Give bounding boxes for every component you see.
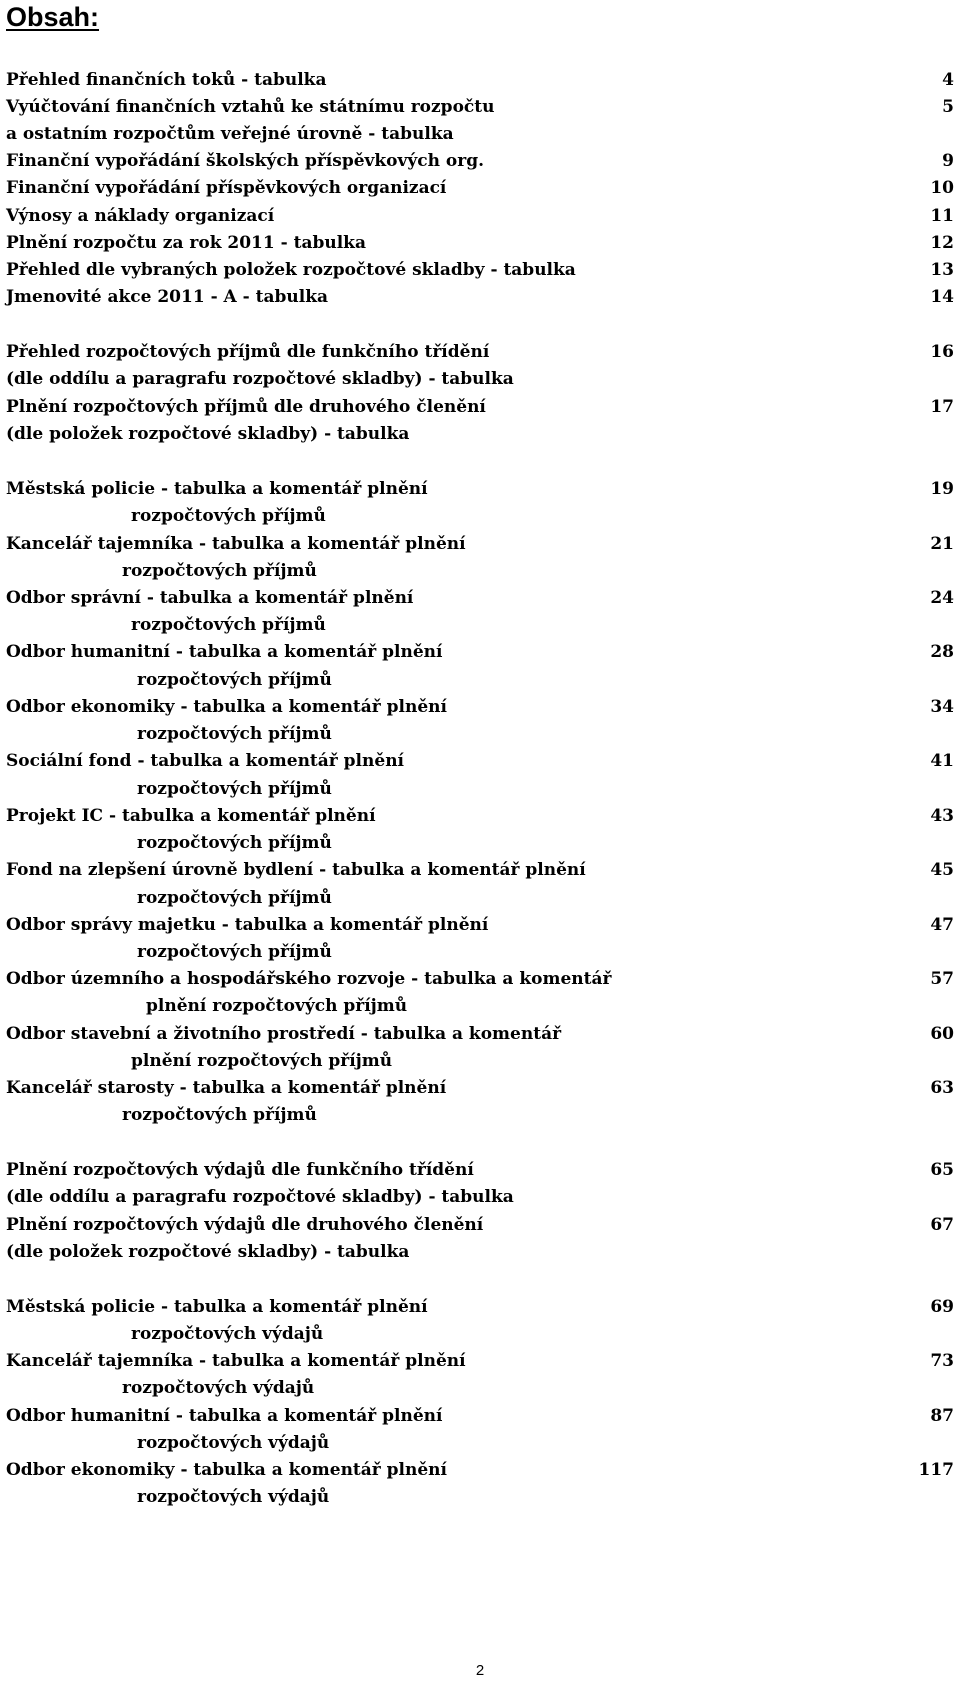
toc-entry-title: Plnění rozpočtových výdajů dle druhového členění — [6, 1215, 484, 1235]
toc-entry-title: rozpočtových příjmů — [131, 615, 326, 635]
toc-entry-title: Plnění rozpočtu za rok 2011 - tabulka — [6, 233, 366, 253]
toc-entry — [6, 830, 954, 857]
toc-entry-title: Sociální fond - tabulka a komentář plnění — [6, 751, 405, 771]
toc-entry — [6, 1484, 954, 1511]
toc-entry-title: rozpočtových výdajů — [137, 1487, 330, 1507]
toc-entry-page: 47 — [930, 915, 954, 935]
toc-entry — [6, 585, 954, 612]
toc-entry — [6, 1403, 954, 1430]
toc-entry-page: 24 — [930, 588, 954, 608]
toc-entry-page: 67 — [930, 1215, 954, 1235]
toc-entry-page: 60 — [930, 1024, 954, 1044]
toc-entry — [6, 1184, 954, 1211]
toc-entry-title: a ostatním rozpočtům veřejné úrovně - tabulka — [6, 124, 454, 144]
toc-entry-title: Odbor humanitní - tabulka a komentář plnění — [6, 1406, 443, 1426]
toc-entry-title: rozpočtových příjmů — [137, 942, 332, 962]
page-title: Obsah: — [6, 2, 100, 32]
toc-entry-page: 12 — [930, 233, 954, 253]
toc-entry-page: 11 — [930, 206, 954, 226]
toc-entry — [6, 667, 954, 694]
toc-entry-title: Městská policie - tabulka a komentář plnění — [6, 1297, 428, 1317]
toc-entry-title: Finanční vypořádání příspěvkových organizací — [6, 178, 447, 198]
toc-entry — [6, 1075, 954, 1102]
toc-entry-title: plnění rozpočtových příjmů — [146, 996, 408, 1016]
toc-entry-title: rozpočtových příjmů — [131, 506, 326, 526]
toc-entry-title: Odbor ekonomiky - tabulka a komentář plnění — [6, 1460, 448, 1480]
toc-entry — [6, 694, 954, 721]
toc-entry-title: rozpočtových příjmů — [137, 888, 332, 908]
toc-entry-title: Městská policie - tabulka a komentář plnění — [6, 479, 428, 499]
toc-entry-title: (dle oddílu a paragrafu rozpočtové skladby) - tabulka — [6, 369, 514, 389]
toc-entry-page: 43 — [930, 806, 954, 826]
toc-entry — [6, 503, 954, 530]
toc-entry-title: Přehled dle vybraných položek rozpočtové skladby - tabulka — [6, 260, 576, 280]
toc-entry — [6, 1348, 954, 1375]
toc-entry-page: 28 — [930, 642, 954, 662]
toc-entry — [6, 1021, 954, 1048]
toc-entry-title: rozpočtových výdajů — [131, 1324, 324, 1344]
toc-entry-title: Přehled rozpočtových příjmů dle funkčního třídění — [6, 342, 490, 362]
toc-entry — [6, 1457, 954, 1484]
toc-entry-page: 13 — [930, 260, 954, 280]
toc-entry-title: Výnosy a náklady organizací — [6, 206, 275, 226]
toc-entry — [6, 803, 954, 830]
toc-entry-title: rozpočtových příjmů — [137, 670, 332, 690]
toc-entry-title: plnění rozpočtových příjmů — [131, 1051, 393, 1071]
toc-entry — [6, 1102, 954, 1129]
toc-entry-page: 45 — [930, 860, 954, 880]
toc-entry — [6, 993, 954, 1020]
toc-entry-title: Kancelář tajemníka - tabulka a komentář plnění — [6, 1351, 466, 1371]
toc-entry — [6, 175, 954, 202]
toc-entry-page: 41 — [930, 751, 954, 771]
toc-entry-title: Odbor stavební a životního prostředí - tabulka a komentář — [6, 1024, 562, 1044]
toc-entry — [6, 394, 954, 421]
toc-entry-page: 4 — [942, 70, 954, 90]
toc-entry-title: rozpočtových příjmů — [122, 1105, 317, 1125]
toc-entry — [6, 257, 954, 284]
toc-entry — [6, 776, 954, 803]
toc-entry-page: 16 — [930, 342, 954, 362]
toc-entry — [6, 612, 954, 639]
toc-entry-page: 63 — [930, 1078, 954, 1098]
toc-entry-title: Plnění rozpočtových výdajů dle funkčního třídění — [6, 1160, 474, 1180]
toc-entry-title: Plnění rozpočtových příjmů dle druhového členění — [6, 397, 486, 417]
toc-entry-page: 69 — [930, 1297, 954, 1317]
toc-entry-page: 73 — [930, 1351, 954, 1371]
toc-entry-title: rozpočtových výdajů — [137, 1433, 330, 1453]
toc-entry-page: 34 — [930, 697, 954, 717]
toc-entry — [6, 1375, 954, 1402]
toc-entry-title: Jmenovité akce 2011 - A - tabulka — [6, 287, 329, 307]
toc-entry-page: 57 — [930, 969, 954, 989]
toc-entry — [6, 912, 954, 939]
toc-entry — [6, 366, 954, 393]
toc-entry-title: Finanční vypořádání školských příspěvkových org. — [6, 151, 485, 171]
toc-entry-title: Kancelář tajemníka - tabulka a komentář plnění — [6, 534, 466, 554]
toc-entry-title: Kancelář starosty - tabulka a komentář plnění — [6, 1078, 447, 1098]
toc-entry — [6, 748, 954, 775]
toc-entry — [6, 1157, 954, 1184]
toc-entry — [6, 230, 954, 257]
toc-entry-page: 21 — [930, 534, 954, 554]
page-number: 2 — [475, 1662, 485, 1679]
toc-entry-page: 117 — [918, 1460, 954, 1480]
toc-entry — [6, 1430, 954, 1457]
toc-entry — [6, 148, 954, 175]
toc-entry — [6, 1212, 954, 1239]
toc-entry — [6, 558, 954, 585]
toc-entry-page: 14 — [930, 287, 954, 307]
toc-entry-page: 19 — [930, 479, 954, 499]
toc-entry-title: rozpočtových výdajů — [122, 1378, 315, 1398]
toc-entry — [6, 1048, 954, 1075]
toc-entry-title: Odbor ekonomiky - tabulka a komentář plnění — [6, 697, 448, 717]
toc-entry-title: rozpočtových příjmů — [137, 833, 332, 853]
toc-entry — [6, 121, 954, 148]
toc-entry-title: (dle oddílu a paragrafu rozpočtové skladby) - tabulka — [6, 1187, 514, 1207]
toc-entry-title: rozpočtových příjmů — [122, 561, 317, 581]
toc-entry — [6, 421, 954, 448]
toc-entry-title: rozpočtových příjmů — [137, 724, 332, 744]
toc-entry — [6, 94, 954, 121]
toc-entry-title: Přehled finančních toků - tabulka — [6, 70, 327, 90]
toc-entry-title: Odbor správní - tabulka a komentář plnění — [6, 588, 414, 608]
toc-entry-title: Fond na zlepšení úrovně bydlení - tabulka a komentář plnění — [6, 860, 586, 880]
toc-entry-title: (dle položek rozpočtové skladby) - tabulka — [6, 424, 410, 444]
toc-entry-page: 17 — [930, 397, 954, 417]
toc-entry-page: 9 — [942, 151, 954, 171]
toc-entry-title: (dle položek rozpočtové skladby) - tabulka — [6, 1242, 410, 1262]
toc-entry-title: Odbor správy majetku - tabulka a komentář plnění — [6, 915, 489, 935]
toc-entry — [6, 939, 954, 966]
toc-entry-page: 10 — [930, 178, 954, 198]
toc-entry-page: 65 — [930, 1160, 954, 1180]
toc-entry — [6, 476, 954, 503]
toc-entry — [6, 339, 954, 366]
toc-entry-title: Odbor územního a hospodářského rozvoje - tabulka a komentář — [6, 969, 612, 989]
toc-entry — [6, 1321, 954, 1348]
toc-entry — [6, 1239, 954, 1266]
toc-entry — [6, 885, 954, 912]
toc-entry-page: 5 — [942, 97, 954, 117]
toc-entry — [6, 284, 954, 311]
toc-entry-title: Vyúčtování finančních vztahů ke státnímu rozpočtu — [6, 97, 495, 117]
toc-entry — [6, 531, 954, 558]
toc-entry-title: Odbor humanitní - tabulka a komentář plnění — [6, 642, 443, 662]
toc-entry — [6, 67, 954, 94]
toc-entry-title: Projekt IC - tabulka a komentář plnění — [6, 806, 376, 826]
toc-entry — [6, 857, 954, 884]
toc-entry — [6, 721, 954, 748]
toc-entry — [6, 203, 954, 230]
toc-entry-title: rozpočtových příjmů — [137, 779, 332, 799]
toc-entry — [6, 966, 954, 993]
toc-entry — [6, 1294, 954, 1321]
toc-entry — [6, 639, 954, 666]
toc-entry-page: 87 — [930, 1406, 954, 1426]
